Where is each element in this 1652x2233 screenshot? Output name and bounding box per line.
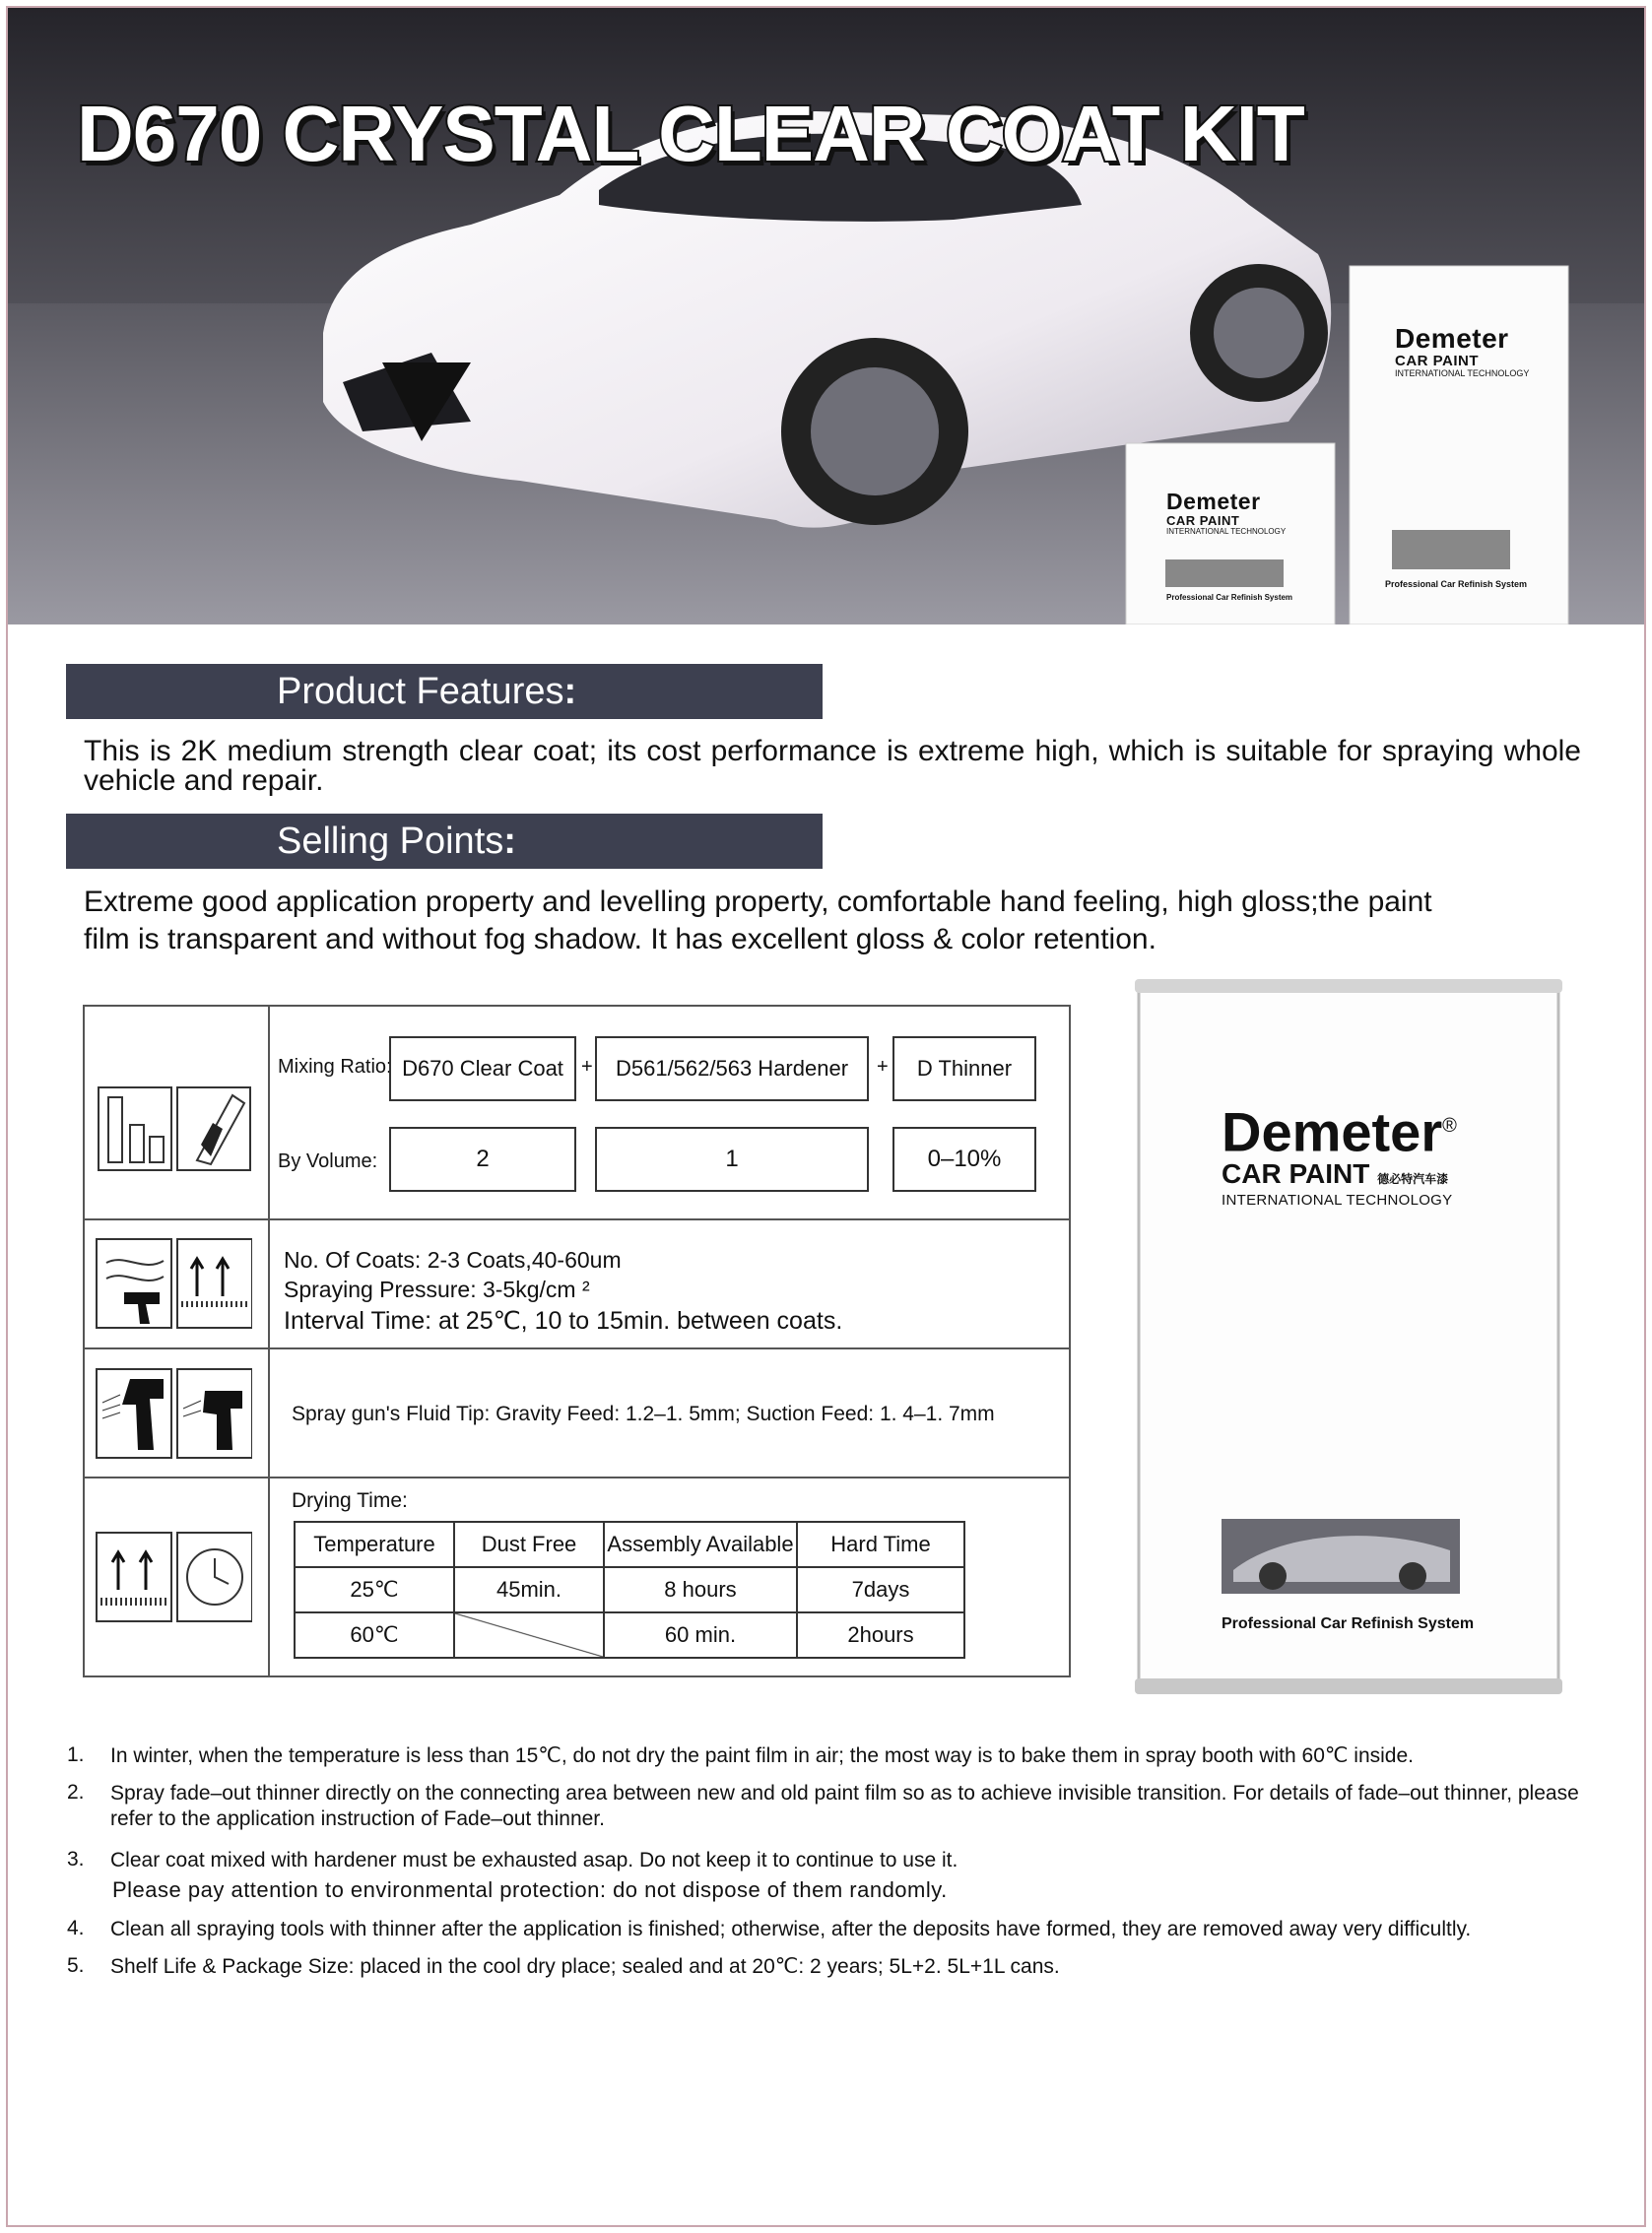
volume-thinner: 0–10% (892, 1127, 1036, 1192)
page-title: D670 CRYSTAL CLEAR COAT KIT (77, 90, 1304, 177)
drying-header-dust-free: Dust Free (454, 1522, 604, 1567)
spec-table (83, 1005, 1071, 1677)
note-text: Clean all spraying tools with thinner after the application is finished; otherwise, after the deposits have formed, they are removed away very difficultly. (110, 1918, 1472, 1940)
can-brand-block (1222, 1097, 1457, 1209)
features-heading-colon: : (563, 671, 577, 712)
drying-cell: 60 min. (604, 1612, 797, 1658)
small-can-subbrand: CAR PAINT (1166, 513, 1240, 528)
selling-text-line1: Extreme good application property and levelling property, comfortable hand feeling, high gloss;the paint (84, 886, 1432, 918)
small-can-system: Professional Car Refinish System (1166, 593, 1293, 602)
mixing-ratio-icon (95, 1066, 252, 1174)
small-can-brand: Demeter (1166, 489, 1261, 514)
drying-header-row (295, 1522, 964, 1567)
note-number: 2. (67, 1781, 85, 1804)
note-subtext: Please pay attention to environmental protection: do not dispose of them randomly. (112, 1877, 948, 1902)
plus-sign-1: + (581, 1056, 593, 1078)
volume-clearcoat: 2 (389, 1127, 576, 1192)
drying-header-temperature: Temperature (295, 1522, 454, 1567)
note-number: 3. (67, 1848, 85, 1871)
note-text: Spray fade–out thinner directly on the connecting area between new and old paint film so as to achieve invisible transition. For details of fade–out thinner, please refer to the application instruction of Fade–out thinner. (110, 1782, 1579, 1830)
drying-cell: 45min. (454, 1567, 604, 1612)
drying-row (295, 1567, 964, 1612)
interval-text: Interval Time: at 25℃, 10 to 15min. between coats. (284, 1307, 843, 1335)
can-system-text: Professional Car Refinish System (1222, 1615, 1475, 1632)
fluid-tip-text: Spray gun's Fluid Tip: Gravity Feed: 1.2–1. 5mm; Suction Feed: 1. 4–1. 7mm (292, 1403, 995, 1425)
can-brand-subline: CAR PAINT 德必特汽车漆 (1222, 1157, 1449, 1189)
note-number: 5. (67, 1954, 85, 1977)
drying-cell: 25℃ (295, 1567, 454, 1612)
can-shape (1135, 979, 1562, 1694)
drying-time-label: Drying Time: (292, 1489, 408, 1512)
drying-cell-empty (454, 1612, 604, 1658)
features-heading-bar (66, 664, 823, 719)
can-brand-name: Demeter® (1222, 1100, 1457, 1163)
tall-can-tech: INTERNATIONAL TECHNOLOGY (1395, 368, 1530, 378)
coats-text: No. Of Coats: 2-3 Coats,40-60um (284, 1247, 622, 1273)
drying-row (295, 1612, 964, 1658)
mixing-ratio-label: Mixing Ratio: (278, 1056, 392, 1078)
selling-text-line2: film is transparent and without fog shadow. It has excellent gloss & color retention. (84, 923, 1156, 955)
hero-banner (8, 8, 1644, 624)
tall-can-subbrand: CAR PAINT (1395, 353, 1480, 369)
can-brand-tech: INTERNATIONAL TECHNOLOGY (1222, 1191, 1453, 1209)
drying-table (294, 1521, 965, 1659)
plus-sign-2: + (877, 1056, 889, 1078)
note-number: 1. (67, 1743, 85, 1766)
drying-cell: 60℃ (295, 1612, 454, 1658)
volume-hardener: 1 (595, 1127, 869, 1192)
drying-time-icon (95, 1529, 252, 1627)
tall-can-system: Professional Car Refinish System (1385, 579, 1528, 589)
drying-header-hard-time: Hard Time (797, 1522, 964, 1567)
spray-gun-types-icon (95, 1365, 252, 1464)
note-number: 4. (67, 1917, 85, 1939)
tall-can-brand: Demeter (1395, 323, 1509, 354)
by-volume-label: By Volume: (278, 1150, 378, 1172)
note-text: Shelf Life & Package Size: placed in the cool dry place; sealed and at 20℃: 2 years; 5L+2. 5L+1L cans. (110, 1955, 1060, 1978)
drying-cell: 7days (797, 1567, 964, 1612)
drying-header-assembly: Assembly Available (604, 1522, 797, 1567)
spray-gun-coats-icon (95, 1235, 252, 1334)
mix-item-hardener: D561/562/563 Hardener (595, 1036, 869, 1101)
features-text: This is 2K medium strength clear coat; its cost performance is extreme high, which is suitable for spraying whole vehicle and repair. (84, 735, 1581, 797)
selling-heading-bar (66, 814, 823, 869)
product-can (1135, 979, 1562, 1694)
pressure-text: Spraying Pressure: 3-5kg/cm ² (284, 1277, 590, 1302)
note-text: In winter, when the temperature is less than 15℃, do not dry the paint film in air; the most way is to bake them in spray booth with 60℃ inside. (110, 1744, 1414, 1767)
small-can-label (1166, 489, 1292, 602)
drying-cell: 2hours (797, 1612, 964, 1658)
selling-heading: Selling Points (277, 821, 504, 862)
drying-cell: 8 hours (604, 1567, 797, 1612)
mix-item-thinner: D Thinner (892, 1036, 1036, 1101)
features-heading: Product Features (277, 671, 564, 712)
tall-can-label (1385, 323, 1530, 589)
small-can-tech: INTERNATIONAL TECHNOLOGY (1166, 527, 1287, 536)
selling-heading-colon: : (503, 821, 516, 862)
mix-item-clearcoat: D670 Clear Coat (389, 1036, 576, 1101)
note-text: Clear coat mixed with hardener must be exhausted asap. Do not keep it to continue to use it. (110, 1849, 958, 1872)
